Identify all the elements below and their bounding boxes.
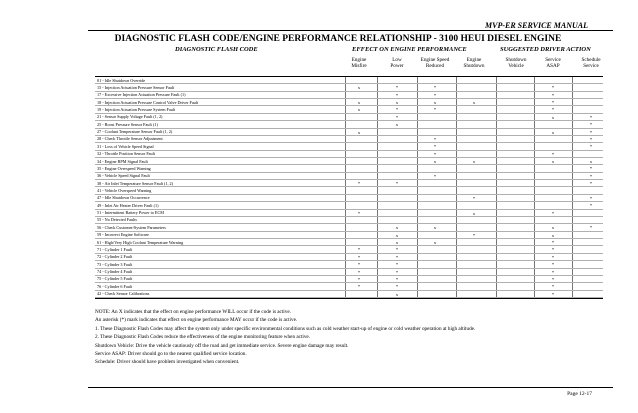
column-header: Shutdown Vehicle (505, 57, 527, 70)
flash-code-label: 36 - Vehicle Speed Signal Fault (97, 173, 150, 179)
flash-code-label: 28 - Check Throttle Sensor Adjustment (97, 136, 163, 142)
notes-block (95, 308, 615, 367)
effect-mark: * (357, 181, 361, 187)
flash-code-label: 51 - Intermittent Battery Power to ECM (97, 210, 164, 216)
flash-code-label: 15 - Injection Actuation Pressure Sensor Fault (97, 84, 175, 90)
page-number: Page 12-17 (567, 391, 592, 397)
flash-code-label: 34 - Engine RPM Signal Fault (97, 158, 148, 164)
effect-mark: * (551, 247, 555, 253)
effect-mark: * (551, 100, 555, 106)
effect-mark: * (589, 225, 593, 231)
flash-code-label: 76 - Cylinder 6 Fault (97, 283, 133, 289)
effect-mark: x (472, 100, 476, 106)
flash-code-label: 49 - Inlet Air Heater Driver Fault (1) (97, 202, 159, 208)
note-line: An asterisk (*) mark indicates that effect on engine performance MAY occur if the code is active. (95, 317, 298, 324)
flash-code-label: 01 - Idle Shutdown Override (97, 77, 146, 83)
effect-mark: * (551, 107, 555, 113)
table-row (95, 195, 603, 202)
effect-mark: x (589, 159, 593, 165)
column-header: Service ASAP (545, 57, 561, 70)
effect-mark: * (433, 92, 437, 98)
flash-code-label: 32 - Throttle Position Sensor Fault (97, 151, 155, 157)
effect-mark: * (589, 203, 593, 209)
flash-code-label: 56 - Check Customer/System Parameters (97, 224, 166, 230)
section-action-heading: SUGGESTED DRIVER ACTION (500, 46, 591, 53)
table-row (95, 129, 603, 136)
table-row (95, 92, 603, 99)
column-header: Schedule Service (581, 57, 601, 70)
effect-mark: * (395, 276, 399, 282)
effect-mark: x (395, 122, 399, 128)
table-row (95, 121, 603, 128)
effect-mark: * (433, 173, 437, 179)
table-row (95, 276, 603, 283)
effect-mark: * (433, 107, 437, 113)
table-row (95, 188, 603, 195)
effect-mark: x (551, 225, 555, 231)
effect-mark: * (589, 129, 593, 135)
flash-code-label: 35 - Engine Overspeed Warning (97, 165, 151, 171)
flash-code-label: 17 - Excessive Injection Actuation Pressure Fault (1) (97, 92, 186, 98)
effect-mark: x (395, 240, 399, 246)
section-codes-heading: DIAGNOSTIC FLASH CODE (175, 46, 258, 53)
effect-mark: * (395, 269, 399, 275)
table-row (95, 246, 603, 253)
flash-code-label: 42 - Check Sensor Calibrations (97, 291, 150, 297)
effect-mark: * (395, 114, 399, 120)
effect-mark: * (395, 254, 399, 260)
flash-code-label: 18 - Injection Actuation Pressure Control Valve Driver Fault (97, 99, 199, 105)
section-effect-heading: EFFECT ON ENGINE PERFORMANCE (352, 46, 467, 53)
table-row (95, 77, 603, 84)
flash-code-table (95, 76, 603, 299)
effect-mark: * (551, 269, 555, 275)
effect-mark: x (433, 225, 437, 231)
effect-mark: x (551, 129, 555, 135)
effect-mark: x (357, 129, 361, 135)
effect-mark: x (395, 232, 399, 238)
effect-mark: * (589, 144, 593, 150)
table-row (95, 261, 603, 268)
effect-mark: * (589, 195, 593, 201)
effect-mark: * (472, 232, 476, 238)
effect-mark: * (551, 254, 555, 260)
note-line: NOTE: An X indicates that the effect on engine performance WILL occur if the code is active. (95, 309, 291, 315)
table-row (95, 210, 603, 217)
effect-mark: * (551, 151, 555, 157)
flash-code-label: 21 - Sensor Supply Voltage Fault (1, 2) (97, 114, 163, 120)
flash-code-label: 31 - Loss of Vehicle Speed Signal (97, 143, 154, 149)
note-line: Shutdown Vehicle: Drive the vehicle cautiously off the road and get immediate service. Severe engine damage may result. (95, 342, 349, 349)
note-line: Service ASAP: Driver should go to the nearest qualified service location. (95, 351, 247, 358)
effect-mark: * (551, 262, 555, 268)
effect-mark: * (433, 151, 437, 157)
effect-mark: * (433, 85, 437, 91)
table-row (95, 254, 603, 261)
effect-mark: * (357, 210, 361, 216)
table-row (95, 99, 603, 106)
effect-mark: x (357, 107, 361, 113)
column-header: Engine Misfire (351, 57, 367, 70)
note-line: Schedule: Driver should have problem investigated when convenient. (95, 359, 240, 366)
effect-mark: * (357, 247, 361, 253)
page-title: DIAGNOSTIC FLASH CODE/ENGINE PERFORMANCE RELATIONSHIP - 3100 HEUI DIESEL ENGINE (114, 34, 562, 44)
table-row (95, 136, 603, 143)
flash-code-label: 75 - Cylinder 5 Fault (97, 276, 133, 282)
effect-mark: * (395, 247, 399, 253)
effect-mark: * (551, 276, 555, 282)
effect-mark: * (589, 181, 593, 187)
effect-mark: * (589, 173, 593, 179)
column-header: Low Power (390, 57, 404, 70)
table-row (95, 232, 603, 239)
effect-mark: * (551, 240, 555, 246)
table-row (95, 239, 603, 246)
effect-mark: * (589, 114, 593, 120)
flash-code-label: 38 - Air Inlet Temperature Sensor Fault (1, 2) (97, 180, 174, 186)
table-row (95, 158, 603, 165)
effect-mark: * (357, 269, 361, 275)
effect-mark: * (551, 210, 555, 216)
flash-code-label: 19 - Injection Actuation Pressure System Fault (97, 106, 176, 112)
effect-mark: * (395, 181, 399, 187)
effect-mark: x (395, 100, 399, 106)
flash-code-label: 25 - Boost Pressure Sensor Fault (1) (97, 121, 158, 127)
table-row (95, 114, 603, 121)
flash-code-label: 27 - Coolant Temperature Sensor Fault (1, 2) (97, 129, 173, 135)
flash-code-label: 59 - Incorrect Engine Software (97, 232, 149, 238)
effect-mark: x (433, 240, 437, 246)
effect-mark: * (551, 85, 555, 91)
table-row (95, 224, 603, 231)
flash-code-label: 55 - No Detected Faults (97, 217, 138, 223)
effect-mark: * (395, 262, 399, 268)
effect-mark: x (433, 100, 437, 106)
effect-mark: * (357, 284, 361, 290)
flash-code-label: 72 - Cylinder 2 Fault (97, 254, 133, 260)
table-row (95, 165, 603, 172)
effect-mark: x (357, 100, 361, 106)
effect-mark: x (433, 159, 437, 165)
effect-mark: x (472, 159, 476, 165)
effect-mark: * (433, 136, 437, 142)
header-rule (88, 30, 613, 31)
note-line: 1. These Diagnostic Flash Codes may affect the system only under specific environmental conditions such as cold weather start-up of engine or cold weather operation at high altitude. (95, 325, 476, 332)
effect-mark: * (433, 144, 437, 150)
effect-mark: x (551, 114, 555, 120)
effect-mark: * (357, 276, 361, 282)
note-line: 2. These Diagnostic Flash Codes reduce the effectiveness of the engine monitoring feature when active. (95, 334, 311, 341)
table-row (95, 269, 603, 276)
effect-mark: x (551, 159, 555, 165)
table-row (95, 106, 603, 113)
column-header: Engine Speed Reduced (420, 57, 450, 70)
table-row (95, 291, 603, 298)
flash-code-label: 71 - Cylinder 1 Fault (97, 246, 133, 252)
column-header: Engine Shutdown (463, 57, 485, 70)
table-row (95, 143, 603, 150)
effect-mark: * (589, 166, 593, 172)
effect-mark: * (472, 195, 476, 201)
table-row (95, 283, 603, 290)
flash-code-label: 61 - High/Very High Coolant Temperature Warning (97, 239, 184, 245)
effect-mark: x (395, 225, 399, 231)
effect-mark: x (472, 210, 476, 216)
flash-code-label: 74 - Cylinder 4 Fault (97, 269, 133, 275)
table-row (95, 173, 603, 180)
flash-code-label: 73 - Cylinder 3 Fault (97, 261, 133, 267)
effect-mark: * (589, 122, 593, 128)
effect-mark: * (589, 136, 593, 142)
table-row (95, 151, 603, 158)
table-row (95, 217, 603, 224)
effect-mark: * (357, 254, 361, 260)
effect-mark: x (357, 85, 361, 91)
footer-rule (88, 387, 613, 388)
table-row (95, 202, 603, 209)
effect-mark: * (357, 262, 361, 268)
manual-title: MVP-ER SERVICE MANUAL (485, 21, 588, 30)
flash-code-label: 47 - Idle Shutdown Occurrence (97, 195, 150, 201)
effect-mark: * (395, 284, 399, 290)
effect-mark: x (551, 232, 555, 238)
effect-mark: * (551, 291, 555, 297)
table-row (95, 84, 603, 91)
effect-mark: * (395, 107, 399, 113)
effect-mark: * (551, 92, 555, 98)
flash-code-label: 41 - Vehicle Overspeed Warning (97, 188, 152, 193)
effect-mark: x (395, 291, 399, 297)
effect-mark: * (395, 85, 399, 91)
effect-mark: * (551, 284, 555, 290)
table-row (95, 180, 603, 187)
effect-mark: * (395, 92, 399, 98)
